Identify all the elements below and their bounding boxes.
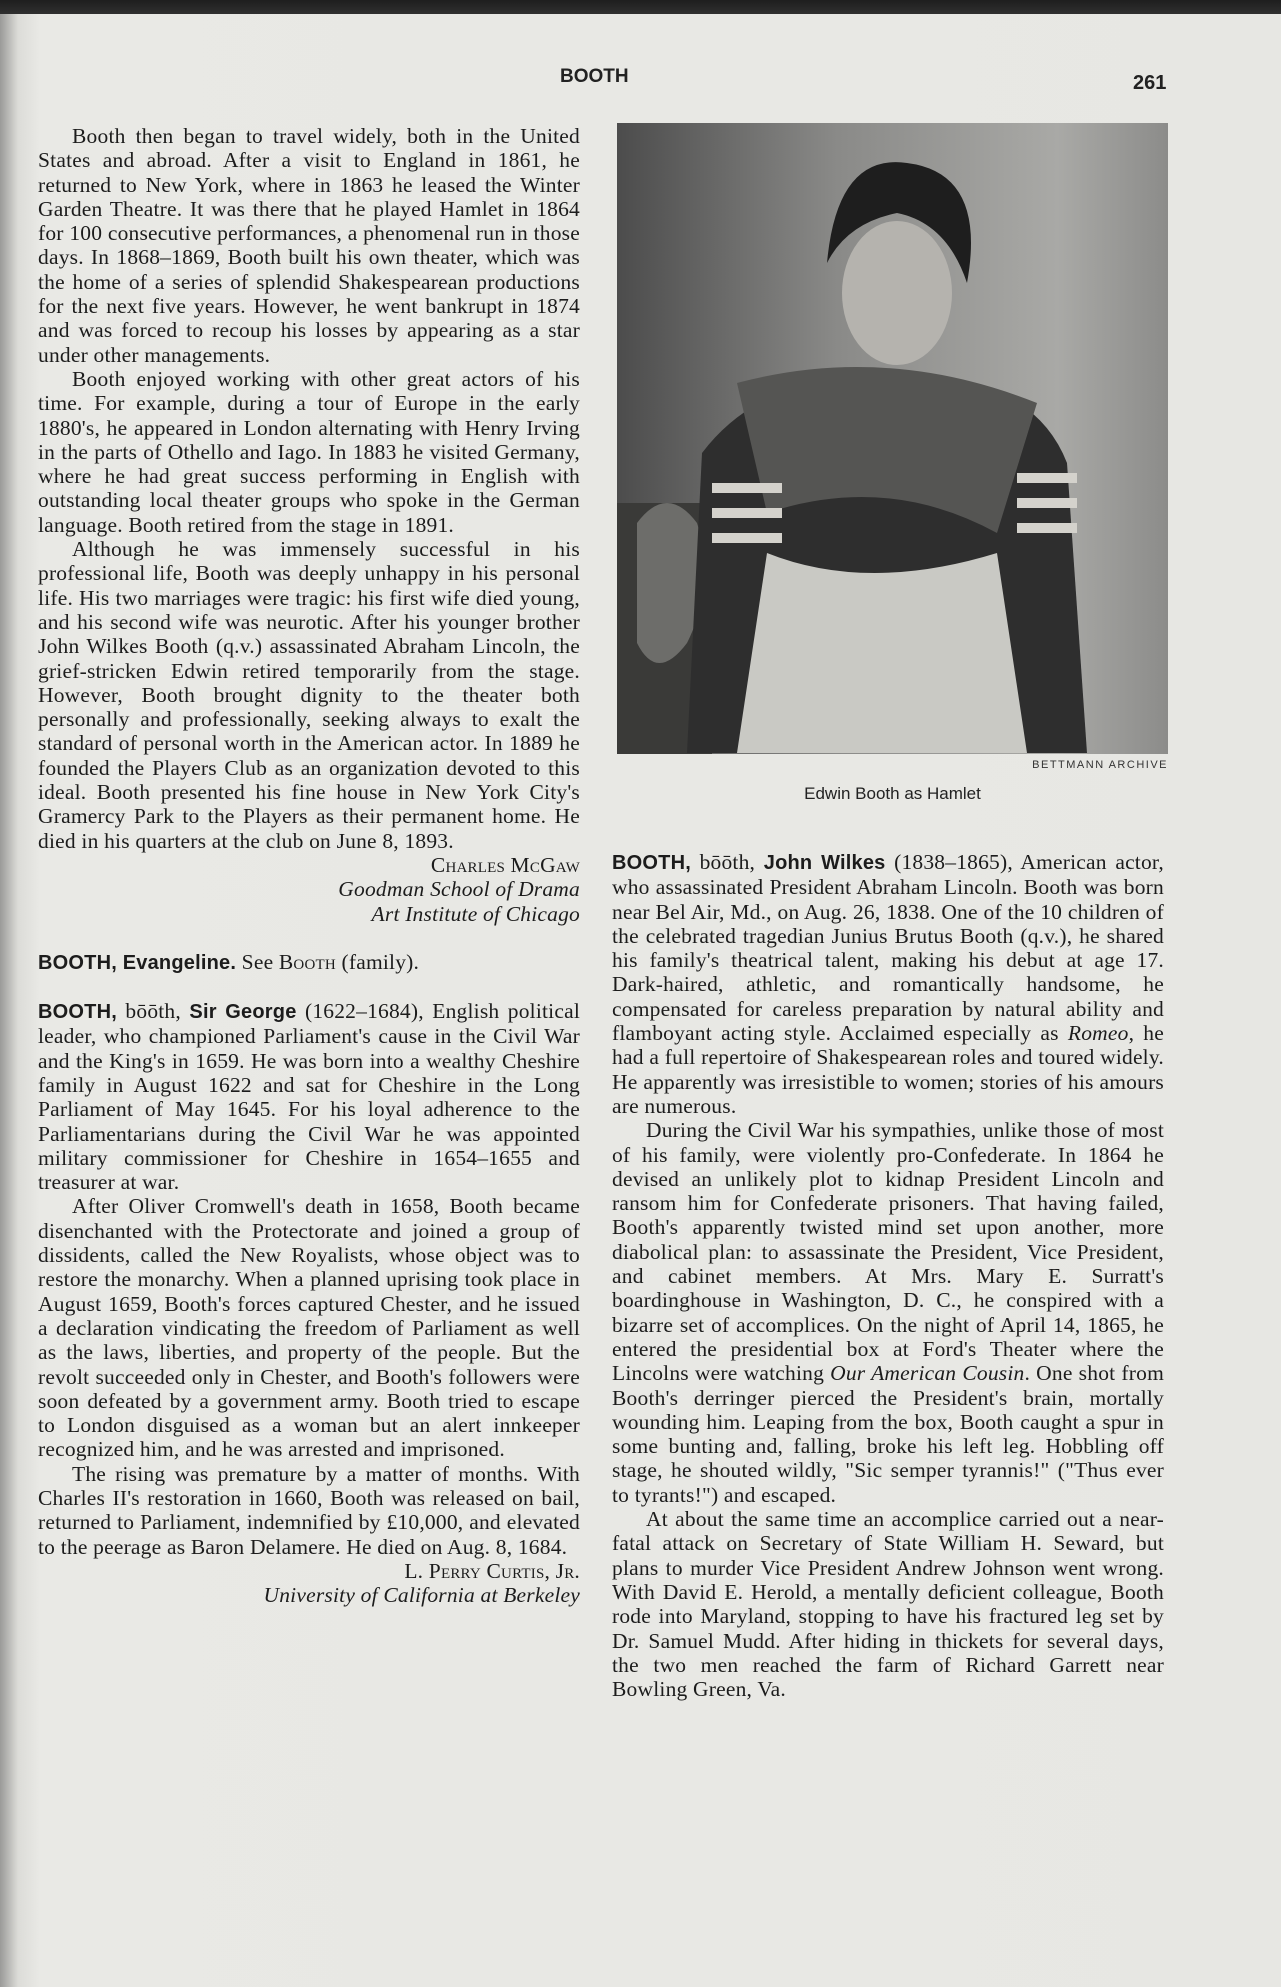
text: See — [236, 949, 279, 974]
photo-credit: BETTMANN ARCHIVE — [1032, 759, 1168, 771]
entry-headword: BOOTH, Evangeline. — [38, 951, 237, 974]
entry-headword: BOOTH, — [38, 1001, 117, 1024]
text: (1838–1865), American actor, who assassinated President Abraham Lincoln. Booth was born near Bel Air, Md., on Aug. 26, 1838. One of the 10 children of the celebrated tragedian Junius Brutus Booth (q.v.), he shared his family's theatrical talent, making his debut at age 17. Dark-haired, athletic, and romantically handsome, he compensated for careless preparation by natural ability and flamboyant acting style. Acclaimed especially as — [612, 850, 1165, 1046]
role-title: Romeo — [1067, 1021, 1129, 1046]
paragraph: Booth then began to travel widely, both in the United States and abroad. After a visit to England in 1861, he returned to New York, where in 1863 he leased the Winter Garden Theatre. It was there that he played Hamlet in 1864 for 100 consecutive performances, a phenomenal run in those days. In 1868–1869, Booth built his own theater, which was the home of a series of splendid Shakespearean productions for the next five years. However, he went bankrupt in 1874 and was forced to recoup his losses by appearing as a star under other managements. — [38, 124, 580, 367]
page-number: 261 — [1133, 72, 1167, 94]
entry-evangeline — [38, 950, 580, 975]
entry-george — [38, 999, 580, 1194]
paragraph: After Oliver Cromwell's death in 1658, Booth became disenchanted with the Protectorate and joined a group of dissidents, called the New Royalists, whose object was to restore the monarchy. When a planned uprising took place in August 1659, Booth's forces captured Chester, and he issued a declaration vindicating the freedom of Parliament as well as the laws, liberties, and property of the people. But the revolt succeeded only in Chester, and Booth's followers were soon defeated by a government army. Booth tried to escape to London disguised as a woman but an alert innkeeper recognized him, and he was arrested and imprisoned. — [38, 1194, 580, 1462]
cross-reference: Booth — [278, 949, 336, 974]
author-affiliation: University of California at Berkeley — [263, 1583, 580, 1608]
paragraph: The rising was premature by a matter of months. With Charles II's restoration in 1660, Booth was released on bail, returned to Parliament, indemnified by £10,000, and elevated to the peerage as Baron Delamere. He died on Aug. 8, 1684. — [38, 1461, 580, 1559]
paragraph: At about the same time an accomplice carried out a near-fatal attack on Secretary of State William H. Seward, but plans to murder Vice President Andrew Johnson went wrong. With David E. Herold, a mentally deficient colleague, Booth rode into Maryland, stopping to have his fractured leg set by Dr. Samuel Mudd. After hiding in thickets for several days, the two men reached the farm of Richard Garrett near Bowling Green, Va. — [612, 1507, 1164, 1702]
text: (family). — [335, 949, 420, 974]
play-title: Our American Cousin — [830, 1361, 1025, 1386]
pronunciation: bōōth, — [116, 999, 190, 1024]
hamlet-portrait-illustration — [617, 123, 1168, 754]
author-affiliation: Art Institute of Chicago — [371, 901, 580, 926]
author-affiliation: Goodman School of Drama — [338, 877, 580, 902]
entry-john-wilkes — [612, 850, 1164, 1118]
photo-caption: Edwin Booth as Hamlet — [804, 784, 981, 803]
author-signature: Charles McGaw — [430, 852, 580, 877]
text: , he had a full repertoire of Shakespearean roles and toured widely. He apparently was irresistible to women; stories of his amours are numerous. — [612, 1021, 1165, 1118]
portrait-photo — [617, 123, 1168, 754]
entry-headword: BOOTH, — [612, 852, 691, 874]
text: During the Civil War his sympathies, unlike those of most of his family, were violently pro-Confederate. In 1864 he devised an unlikely plot to kidnap President Lincoln and ransom him for Confederate prisoners. That having failed, Booth's apparently twisted mind set upon another, more diabolical plan: to assassinate the President, Vice President, and cabinet members. At Mrs. Mary E. Surratt's boardinghouse in Washington, D. C., he conspired with a bizarre set of accomplices. On the night of April 14, 1865, he entered the presidential box at Ford's Theater where the Lincolns were watching — [612, 1118, 1164, 1386]
text: . One shot from Booth's derringer pierced the President's brain, mortally wounding him. Leaping from the box, Booth caught a spur in some bunting and, falling, broke his left leg. Hobbling off stage, he shouted wildly, "Sic semper tyrannis!" ("Thus ever to tyrants!") and escaped. — [612, 1361, 1165, 1507]
text: (1622–1684), English political leader, who championed Parliament's cause in the Civil War and the King's in 1659. He was born into a wealthy Cheshire family in August 1622 and sat for Cheshire in the Long Parliament of May 1645. For his loyal adherence to the Parliamentarians during the Civil War he was appointed military commissioner for Cheshire in 1654–1655 and treasurer at war. — [38, 999, 581, 1195]
paragraph: Booth enjoyed working with other great actors of his time. For example, during a tour of Europe in the early 1880's, he appeared in London alternating with Henry Irving in the parts of Othello and Iago. In 1883 he visited Germany, where he had great success performing in English with outstanding local theater groups who spoke in the German language. Booth retired from the stage in 1891. — [38, 366, 580, 537]
running-head: BOOTH — [560, 66, 629, 87]
author-signature: L. Perry Curtis, Jr. — [404, 1558, 580, 1583]
left-column — [38, 124, 580, 1608]
paragraph — [612, 1118, 1164, 1507]
right-column — [612, 850, 1164, 1701]
pronunciation: bōōth, — [690, 850, 764, 874]
paragraph: Although he was immensely successful in his professional life, Booth was deeply unhappy in his personal life. His two marriages were tragic: his first wife died young, and his second wife was neurotic. After his younger brother John Wilkes Booth (q.v.) assassinated Abraham Lincoln, the grief-stricken Edwin retired temporarily from the stage. However, Booth brought dignity to the theater both personally and professionally, seeking always to exalt the standard of personal worth in the American actor. In 1889 he founded the Players Club as an organization devoted to this ideal. Booth presented his fine house in New York City's Gramercy Park to the Players as their permanent home. He died in his quarters at the club on June 8, 1893. — [38, 537, 580, 853]
entry-name: John Wilkes — [763, 852, 886, 874]
entry-name: Sir George — [189, 1001, 297, 1024]
